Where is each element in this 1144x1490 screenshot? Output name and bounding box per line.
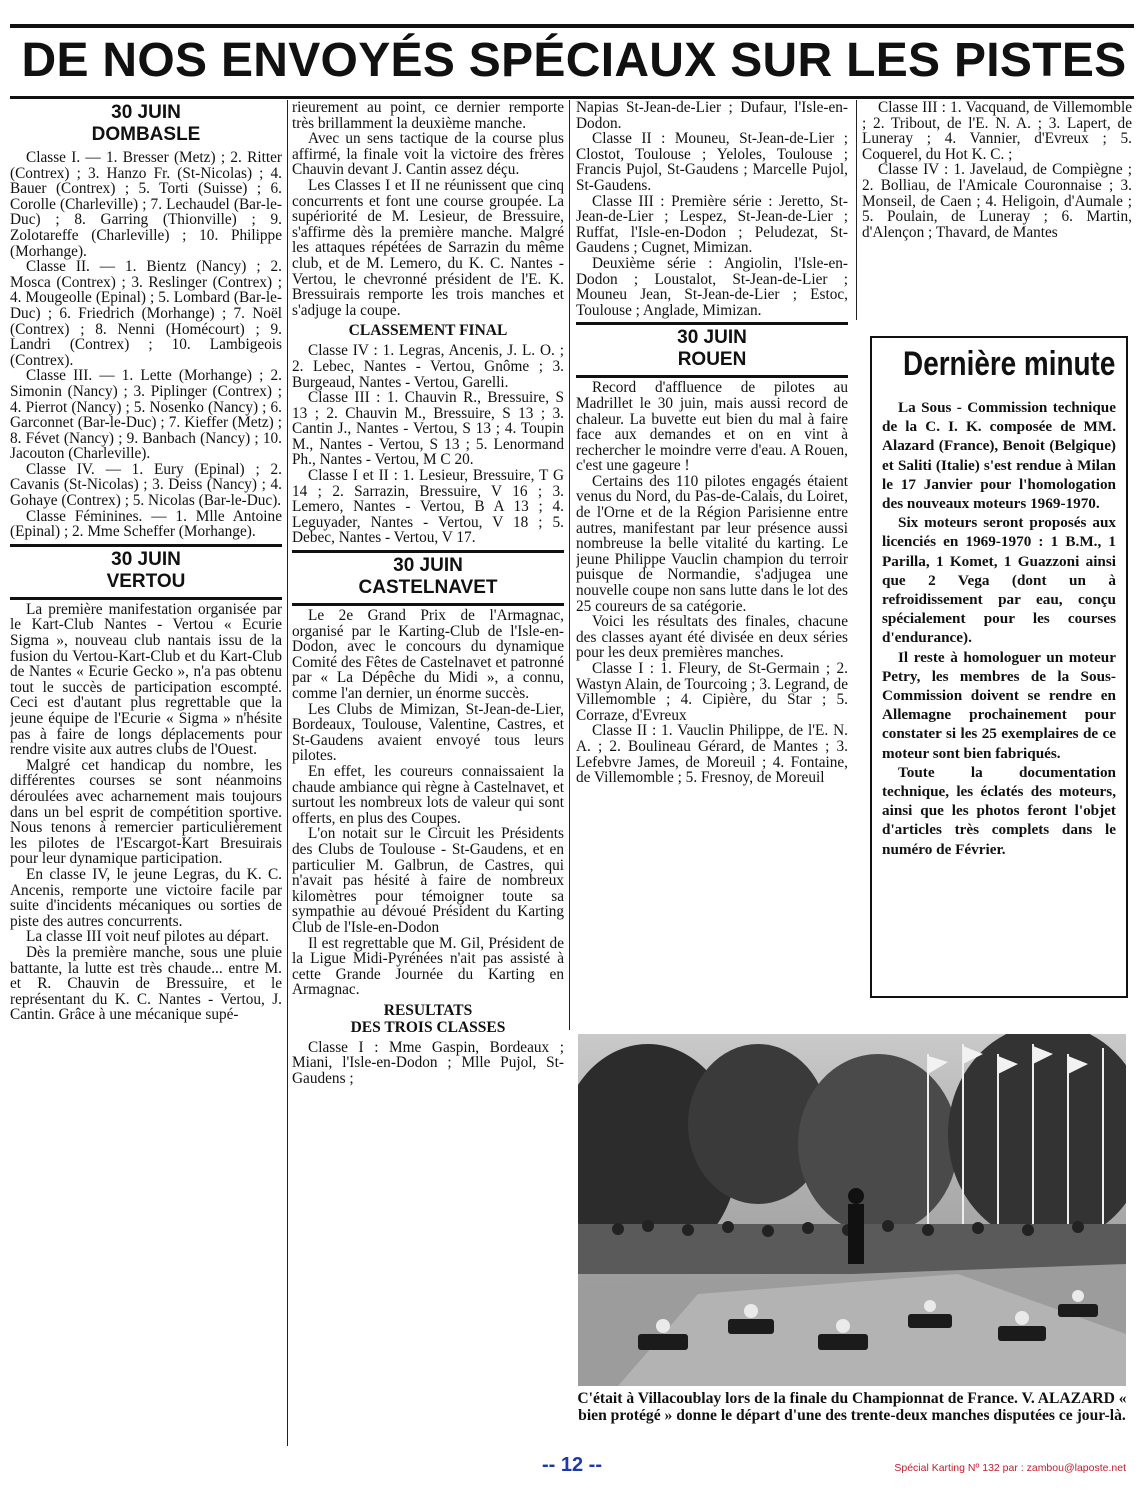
- section-place: ROUEN: [677, 349, 747, 371]
- column-2: [292, 100, 564, 1446]
- race-photo: [578, 1034, 1126, 1386]
- box-paragraph: La Sous - Commission technique de la C. I. K. composée de MM. Alazard (France), Benoit (Belgique) et Saliti (Italie) s'est rendue à Milan le 17 Janvier pour l'homologation des nouveaux moteurs 1969-1970.: [882, 399, 1116, 513]
- paragraph: L'on notait sur le Circuit les Présidents des Clubs de Toulouse - St-Gaudens, et en particulier M. Galbrun, de Castres, qui n'avait pas hésité à faire de nombreux kilomètres pour témoigner toute sa sympathie au dévoué Président du Karting Club de l'Isle-en-Dodon: [292, 825, 564, 936]
- section-place: DOMBASLE: [91, 124, 201, 145]
- section-heading-dombasle: [10, 102, 282, 146]
- paragraph: Dès la première manche, sous une pluie battante, la lutte est très chaude... entre M. et R. Chauvin de Bressuire, et le représentant du K. C. Nantes - Vertou, J. Cantin. Grâce à une mécanique supé-: [10, 943, 282, 1024]
- paragraph: Classe I : Mme Gaspin, Bordeaux ; Miani, l'Isle-en-Dodon ; Mlle Pujol, St-Gaudens ;: [292, 1038, 564, 1088]
- paragraph: Classe II : 1. Vauclin Philippe, de l'E. N. A. ; 2. Boulineau Gérard, de Mantes ; 3. Lefebvre James, de Moreuil ; 4. Fontaine, de Villemomble ; 5. Fresnoy, de Moreuil: [576, 722, 848, 787]
- paragraph: Classe IV : 1. Javelaud, de Compiègne ; 2. Bolliau, de l'Amicale Couronnaise ; 3. Monseil, de Caen ; 4. Heligoin, d'Aumale ; 5. Poulain, de Luneray ; 6. Martin, d'Alençon ; Thavard, de Mantes: [862, 161, 1132, 241]
- paragraph: La première manifestation organisée par le Kart-Club Nantes - Vertou « Ecurie Sigma », nouveau club nantais issu de la fusion du Vertou-Kart-Club et du Kart-Club de Nantes « Ecurie Gecko », n'a pas obtenu tout le succès de participation escompté. Ceci est d'autant plus regrettable que la jeune équipe de l'Ecurie « Sigma » n'hésite pas à faire de longs déplacements pour rendre visite aux autres clubs de l'Ouest.: [10, 600, 282, 759]
- box-paragraph: Toute la documentation technique, les éclatés des moteurs, ainsi que les photos feront l'objet d'articles très complets dans le numéro de Février.: [882, 763, 1116, 858]
- box-paragraph: Six moteurs seront proposés aux licenciés en 1969-1970 : 1 B.M., 1 Parilla, 1 Komet, 1 Guazzoni ainsi que 2 Vega (dont un à refroidissement par eau, conçu spécialement pour les courses d'endurance).: [882, 514, 1116, 647]
- section-rule: [576, 322, 848, 325]
- box-paragraph: Il reste à homologuer un moteur Petry, les membres de la Sous-Commission doivent se rendre en Allemagne prochainement pour constater si les 25 exemplaires de ce moteur sont bien fabriqués.: [882, 648, 1116, 762]
- page-headline: DE NOS ENVOYÉS SPÉCIAUX SUR LES PISTES: [21, 34, 1127, 87]
- photo-caption: C'était à Villacoublay lors de la finale du Championnat de France. V. ALAZARD « bien protégé » donne le départ d'une des trente-deux manches disputées ce jour-là.: [577, 1390, 1127, 1425]
- section-place: CASTELNAVET: [358, 577, 498, 599]
- paragraph: Record d'affluence de pilotes au Madrillet le 30 juin, mais aussi record de chaleur. La buvette eut bien du mal à faire face aux demandes et on en vint à rechercher le moindre verre d'eau. A Rouen, c'est une gageure !: [576, 379, 848, 475]
- column-divider: [569, 100, 570, 1030]
- paragraph: Classe III : 1. Chauvin R., Bressuire, S 13 ; 2. Chauvin M., Bressuire, S 13 ; 3. Cantin J., Nantes - Vertou, S 13 ; 4. Toupin M., Nantes - Vertou, S 13 ; 5. Lenormand Ph., Nantes - Vertou, M C 20.: [292, 389, 564, 469]
- section-rule: [576, 375, 848, 378]
- column-4: [862, 100, 1132, 320]
- derniere-minute-box: [870, 336, 1128, 998]
- paragraph: Classe I : 1. Fleury, de St-Germain ; 2. Wastyn Alain, de Tourcoing ; 3. Legrand, de Villemomble ; 4. Cipière, du Star ; 5. Corraze, d'Evreux: [576, 660, 848, 724]
- paragraph: Classe Féminines. — 1. Mlle Antoine (Epinal) ; 2. Mme Scheffer (Morhange).: [10, 507, 282, 541]
- section-date: 30 JUIN: [393, 555, 463, 577]
- paragraph: Deuxième série : Angiolin, l'Isle-en-Dodon ; Loustalot, St-Jean-de-Lier ; Mouneu Jean, St-Jean-de-Lier ; Estoc, Toulouse ; Anglade, Mimizan.: [576, 254, 848, 319]
- section-place: VERTOU: [106, 570, 186, 592]
- paragraph: Le 2e Grand Prix de l'Armagnac, organisé par le Karting-Club de l'Isle-en-Dodon, avec le concours du dynamique Comité des Fêtes de Castelnavet et patronné par « La Dépêche du Midi », a connu, comme l'an dernier, un énorme succès.: [292, 607, 564, 702]
- column-1: [10, 100, 282, 1446]
- section-date: 30 JUIN: [111, 548, 181, 570]
- paragraph: Avec un sens tactique de la course plus affirmé, la finale voit la victoire des frères Chauvin devant J. Cantin assez déçu.: [292, 130, 564, 179]
- paragraph: Certains des 110 pilotes engagés étaient venus du Nord, du Pas-de-Calais, du Loiret, de l'Orne et de la Région Parisienne entre autres, manifestant par leur présence aussi nombreuse la belle vitalité du karting. Le jeune Philippe Vauclin champion du terroir puisque de Normandie, s'adjugea une nouvelle coupe non sans lutte dans le lot des 25 coureurs de sa catégorie.: [576, 472, 848, 615]
- paragraph: En classe IV, le jeune Legras, du K. C. Ancenis, remporte une victoire facile par suite d'incidents mécaniques ou sorties de piste des autres concurrents.: [10, 865, 282, 930]
- paragraph: Napias St-Jean-de-Lier ; Dufaur, l'Isle-en-Dodon.: [576, 100, 848, 132]
- section-date: 30 JUIN: [677, 327, 747, 349]
- section-rule: [10, 544, 282, 547]
- race-photo-image: [578, 1034, 1126, 1386]
- credit-line: Spécial Karting Nº 132 par : zambou@laposte.net: [894, 1462, 1126, 1474]
- classement-title: CLASSEMENT FINAL: [348, 322, 508, 340]
- resultats-subtitle: DES TROIS CLASSES: [350, 1018, 506, 1036]
- paragraph: Classe I. — 1. Bresser (Metz) ; 2. Ritter (Contrex) ; 3. Hanzo Fr. (St-Nicolas) ; 4. Bauer (Contrex) ; 5. Torti (Suisse) ; 6. Corolle (Charleville) ; 7. Lechaudel (Bar-le-Duc) ; 8. Garring (Thionville) ; 9. Zolotareffe (Charleville) ; 10. Philippe (Morhange).: [10, 149, 282, 260]
- section-heading-vertou: [10, 549, 282, 593]
- paragraph: Classe IV : 1. Legras, Ancenis, J. L. O. ; 2. Lebec, Nantes - Vertou, Gnôme ; 3. Burgeaud, Nantes - Vertou, Garelli.: [292, 342, 564, 391]
- paragraph: Voici les résultats des finales, chacune des classes ayant été divisée en deux séries pour les deux premières manches.: [576, 613, 848, 662]
- section-rule: [292, 550, 564, 553]
- column-divider: [287, 100, 288, 1446]
- page-number: -- 12 --: [542, 1454, 602, 1476]
- paragraph: Les Classes I et II ne réunissent que cinq concurrents et font une course groupée. La supériorité de M. Lesieur, de Bressuire, s'affirme dès la première manche. Malgré les attaques répétées de Sarrazin du même club, et de M. Lemero, du K. C. Nantes - Vertou, le chevronné président de l'E. K. Bressuirais remporte les trois manches et s'adjuge la coupe.: [292, 176, 564, 319]
- section-rule: [292, 603, 564, 606]
- column-3: [576, 100, 848, 1028]
- section-heading-rouen: [576, 327, 848, 371]
- paragraph: Les Clubs de Mimizan, St-Jean-de-Lier, Bordeaux, Toulouse, Valentine, Castres, et St-Gaudens avaient envoyé tous leurs pilotes.: [292, 700, 564, 765]
- paragraph: Classe II : Mouneu, St-Jean-de-Lier ; Clostot, Toulouse ; Yeloles, Toulouse ; Francis Pujol, St-Gaudens ; Marcelle Pujol, St-Gaudens.: [576, 130, 848, 194]
- box-title: Dernière minute: [903, 345, 1116, 383]
- section-heading-castelnavet: [292, 555, 564, 599]
- paragraph: Classe III : 1. Vacquand, de Villemomble ; 2. Tribout, de l'E. N. A. ; 3. Lapert, de Luneray ; 4. Vannier, d'Evreux ; 5. Coquerel, du Hot K. C. ;: [862, 100, 1132, 163]
- headline-rule: [10, 96, 1134, 99]
- paragraph: Classe III : Première série : Jeretto, St-Jean-de-Lier ; Lespez, St-Jean-de-Lier ; Ruffat, l'Isle-en-Dodon ; Peludezat, St-Gaudens ; Cugnet, Mimizan.: [576, 192, 848, 257]
- section-rule: [10, 597, 282, 600]
- paragraph: Classe I et II : 1. Lesieur, Bressuire, T G 14 ; 2. Sarrazin, Bressuire, V 16 ; 3. Lemero, Nantes - Vertou, B A 13 ; 4. Leguyader, Nantes - Vertou, V 18 ; 5. Debec, Nantes - Vertou, V 17.: [292, 467, 564, 547]
- column-divider: [856, 100, 857, 320]
- section-date: 30 JUIN: [111, 102, 181, 123]
- top-rule: [10, 24, 1134, 28]
- paragraph: Il est regrettable que M. Gil, Président de la Ligue Midi-Pyrénées n'ait pas assisté à cette Grande Journée du Karting en Armagnac.: [292, 934, 564, 999]
- paragraph: La classe III voit neuf pilotes au départ.: [26, 928, 269, 946]
- paragraph: Classe IV. — 1. Eury (Epinal) ; 2. Cavanis (St-Nicolas) ; 3. Deiss (Nancy) ; 4. Gohaye (Contrex) ; 5. Nicolas (Bar-le-Duc).: [10, 460, 282, 510]
- paragraph: rieurement au point, ce dernier remporte très brillamment la deuxième manche.: [292, 100, 564, 132]
- paragraph: En effet, les coureurs connaissaient la chaude ambiance qui règne à Castelnavet, et surtout les nombreux lots de valeur qui sont offerts, en plus des Coupes.: [292, 762, 564, 827]
- resultats-title: RESULTATS: [383, 1001, 473, 1019]
- paragraph: Classe II. — 1. Bientz (Nancy) ; 2. Mosca (Contrex) ; 3. Reslinger (Contrex) ; 4. Mougeolle (Epinal) ; 5. Lombard (Bar-le-Duc) ; 6. Friedrich (Morhange) ; 7. Noël (Contrex) ; 8. Nenni (Homécourt) ; 9. Landri (Contrex) ; 10. Lambigeois (Contrex).: [10, 258, 282, 369]
- paragraph: Classe III. — 1. Lette (Morhange) ; 2. Simonin (Nancy) ; 3. Piplinger (Contrex) ; 4. Pierrot (Nancy) ; 5. Nosenko (Nancy) ; 6. Garconnet (Bar-le-Duc) ; 7. Kieffer (Metz) ; 8. Févet (Nancy) ; 9. Banbach (Nancy) ; 10. Jacouton (Charleville).: [10, 367, 282, 463]
- paragraph: Malgré cet handicap du nombre, les différentes courses se sont néanmoins déroulées avec acharnement mais toujours dans un bel esprit de compétition sportive. Nous tenons à remercier particulièrement les pilotes de l'Escargot-Kart Bresuirais pour leur dynamique participation.: [10, 756, 282, 868]
